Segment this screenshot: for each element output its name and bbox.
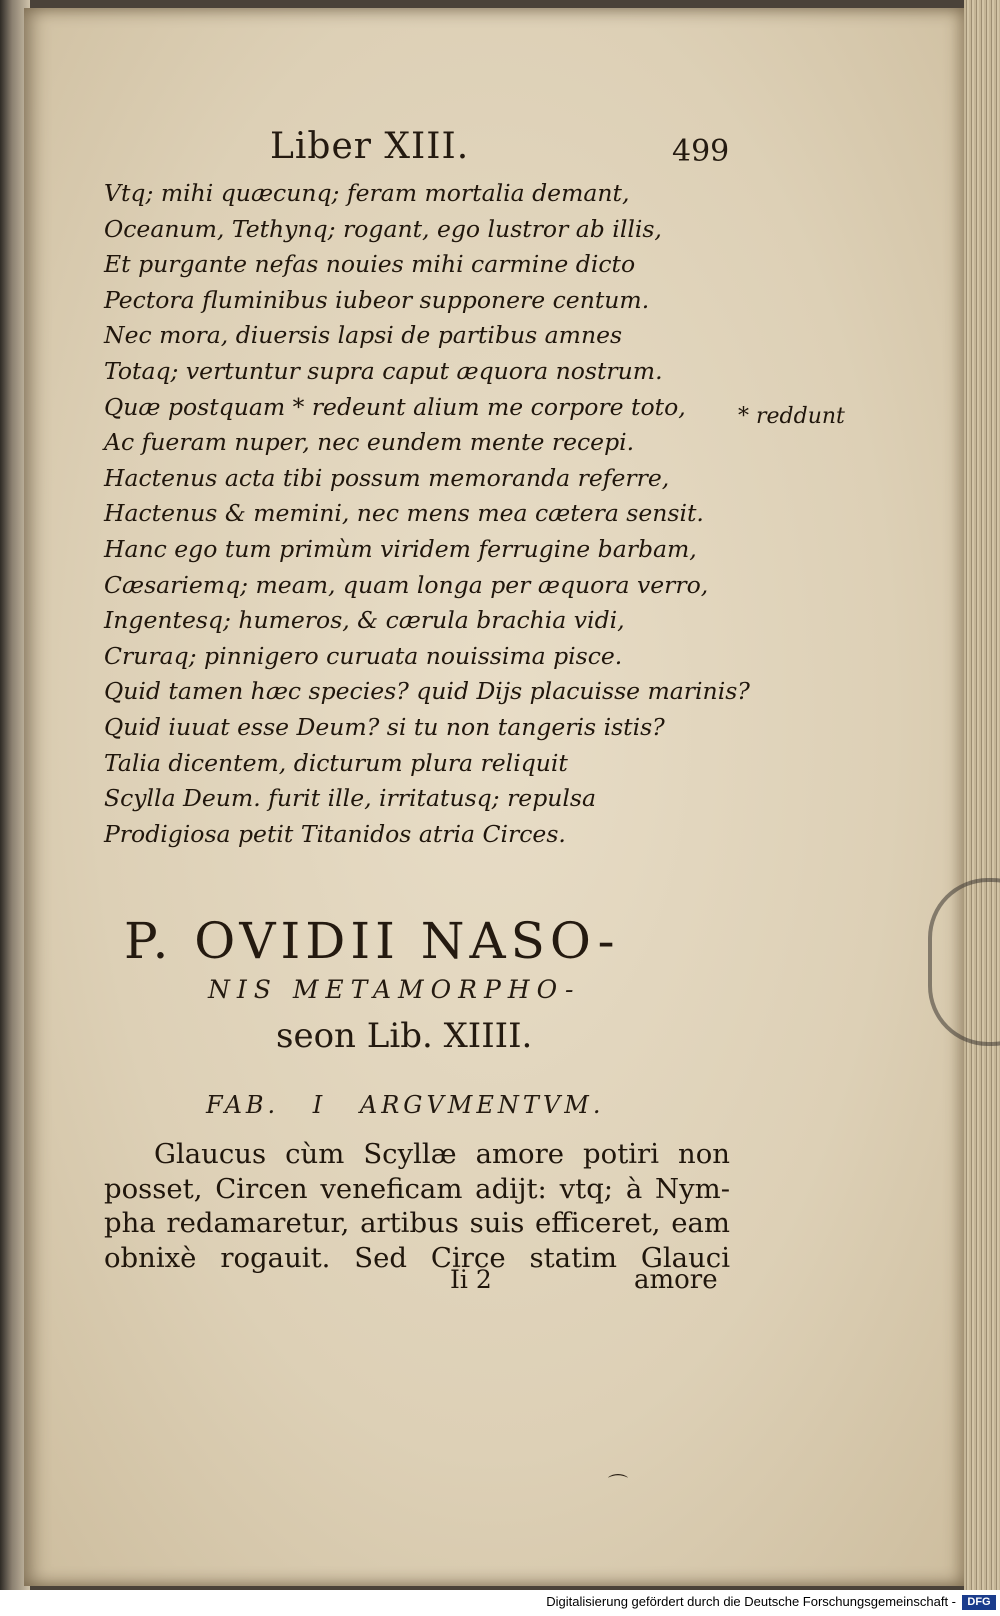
verse-line: Quid iuuat esse Deum? si tu non tangeris istis? — [104, 712, 665, 741]
folio-number: 499 — [672, 134, 730, 169]
argument-line: obnixè rogauit. Sed Circe statim Glauci — [104, 1241, 730, 1274]
verse-line: Hanc ego tum primùm viridem ferrugine barbam, — [104, 534, 697, 563]
margin-note: * reddunt — [738, 404, 845, 429]
verse-line: Ac fueram nuper, nec eundem mente recepi. — [104, 428, 635, 457]
verse-line: Oceanum, Tethynq; rogant, ego lustror ab illis, — [104, 214, 662, 243]
dfg-logo: DFG — [962, 1595, 996, 1610]
verse-line: Talia dicentem, dicturum plura reliquit — [104, 748, 568, 777]
book-title-line-3: seon Lib. XIIII. — [276, 1016, 533, 1056]
verse-line: Nec mora, diuersis lapsi de partibus amnes — [104, 321, 623, 350]
verse-line: Et purgante nefas nouies mihi carmine dicto — [104, 250, 636, 279]
verse-line: Quid tamen hæc species? quid Dijs placuisse marinis? — [104, 677, 750, 706]
book-title-line-2: NIS METAMORPHO- — [208, 975, 581, 1004]
page-clip — [928, 878, 1000, 1046]
catchword: amore — [634, 1265, 718, 1295]
argument-block — [104, 1137, 730, 1275]
verse-line: Scylla Deum. furit ille, irritatusq; repulsa — [104, 784, 596, 813]
verse-line: Totaq; vertuntur supra caput æquora nostrum. — [104, 356, 663, 385]
verse-block — [104, 176, 804, 852]
signature-mark: Ii 2 — [450, 1265, 492, 1294]
verse-line: Pectora fluminibus iubeor supponere centum. — [104, 285, 650, 314]
verse-line: Vtq; mihi quæcunq; feram mortalia demant, — [104, 179, 630, 207]
verse-line: Cruraq; pinnigero curuata nouissima pisce. — [104, 641, 623, 670]
verse-line: Quæ postquam * redeunt alium me corpore toto, — [104, 392, 686, 421]
page-stack-edge — [964, 0, 1000, 1590]
footer-credit: Digitalisierung gefördert durch die Deutsche Forschungsgemeinschaft - — [546, 1594, 956, 1609]
verse-line: Hactenus acta tibi possum memoranda referre, — [104, 463, 670, 492]
verse-line: Hactenus & memini, nec mens mea cætera sensit. — [104, 499, 704, 528]
argument-line: posset, Circen veneficam adijt: vtq; à Nym- — [104, 1172, 730, 1205]
running-head: Liber XIII. — [270, 126, 470, 167]
page — [24, 8, 964, 1586]
book-title-line-1: P. OVIDII NASO- — [124, 912, 620, 970]
argument-line: Glaucus cùm Scyllæ amore potiri non — [154, 1138, 730, 1170]
page-smudge-mark: ⌒ — [608, 1472, 628, 1496]
verse-line: Cæsariemq; meam, quam longa per æquora verro, — [104, 570, 709, 599]
verse-line: Ingentesq; humeros, & cærula brachia vidi, — [104, 606, 625, 635]
footer-bar — [0, 1590, 1000, 1616]
argument-line: pha redamaretur, artibus suis efficeret, eam — [104, 1207, 730, 1239]
verse-line: Prodigiosa petit Titanidos atria Circes. — [104, 819, 566, 848]
fable-heading: FAB. I ARGVMENTVM. — [206, 1091, 605, 1119]
